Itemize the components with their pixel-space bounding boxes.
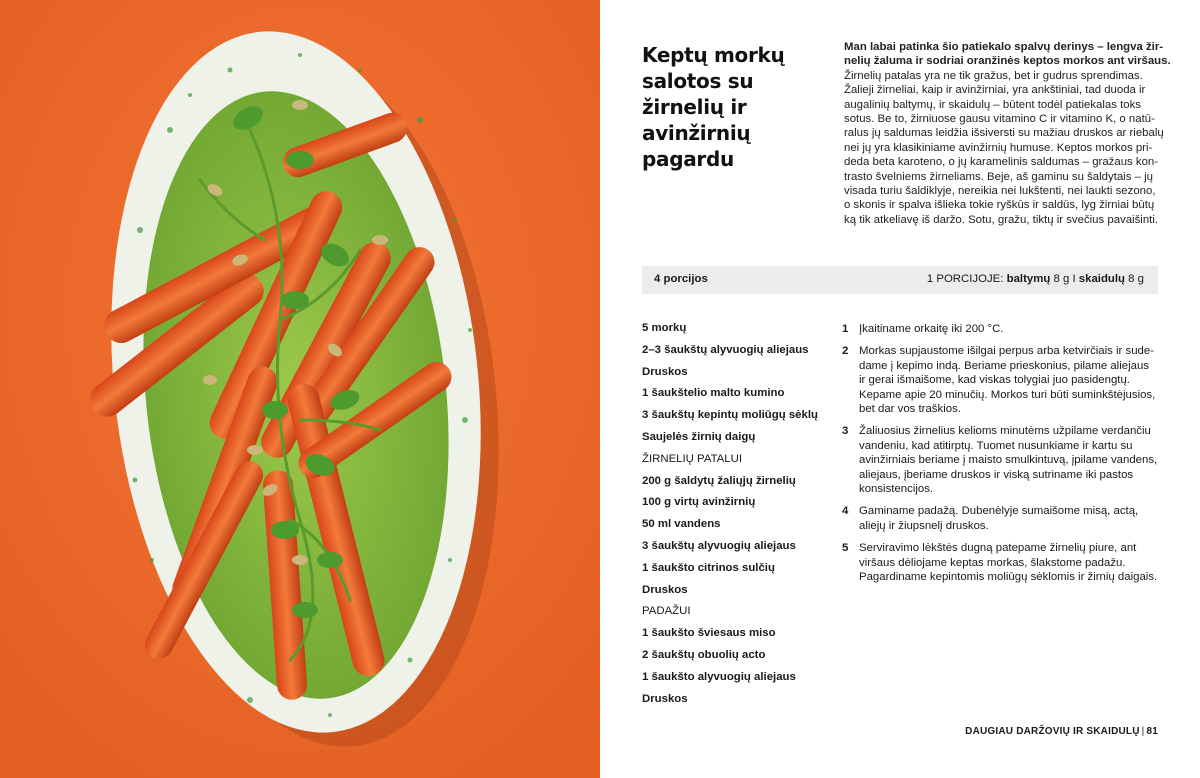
intro-body-line: trasto švelniems žirneliams. Beje, aš gaminu su šaldytais – jų <box>844 170 1153 183</box>
intro-body-line: nei jų yra klasikiniame avinžirnių humuse. Keptos morkos pri- <box>844 141 1153 154</box>
step-text-line: Morkas supjaustome išilgai perpus arba ketvirčiais ir sude- <box>859 345 1155 358</box>
title-line: salotos su <box>642 69 754 93</box>
nutrition-info <box>927 273 1144 285</box>
step-item <box>842 504 1162 533</box>
step-text-line: Pagardiname kepintomis moliūgų sėklomis ir žirnių daigais. <box>859 571 1158 584</box>
ingredient-item: 5 morkų <box>642 322 687 334</box>
protein-value: 8 g I <box>1050 273 1079 285</box>
fiber-value: 8 g <box>1125 273 1144 285</box>
steps-list <box>842 322 1162 593</box>
intro-lead <box>844 40 1171 69</box>
intro-body-line: visada turiu šaldiklyje, nereikia nei lukštenti, nei laukti sezono, <box>844 185 1156 198</box>
ingredient-item: 2–3 šaukštų alyvuogių aliejaus <box>642 343 809 356</box>
step-text-line: dame į kepimo indą. Beriame prieskonius, pilame aliejaus <box>859 359 1149 372</box>
ingredient-item: 200 g šaldytų žaliųjų žirnelių <box>642 474 796 487</box>
title-line: avinžirnių <box>642 121 751 145</box>
intro-body-line: sotus. Be to, žirniuose gausu vitamino C ir vitamino K, o natū- <box>844 113 1155 126</box>
ingredient-section-heading: ŽIRNELIŲ PATALUI <box>642 452 742 465</box>
intro-body-line: o skonis ir spalva išlieka tokie ryškūs ir saldūs, lyg žirniai būtų <box>844 199 1155 212</box>
step-text-line: Įkaitiname orkaitę iki 200 °C. <box>859 323 1004 335</box>
ingredient-item: Druskos <box>642 583 688 596</box>
servings-nutrition-band <box>642 266 1158 294</box>
ingredient-section-heading: PADAŽUI <box>642 605 691 618</box>
title-line: pagardu <box>642 147 734 171</box>
ingredient-item: 1 šaukšto alyvuogių aliejaus <box>642 670 796 683</box>
ingredient-item: 3 šaukštų kepintų moliūgų sėklų <box>642 409 818 422</box>
step-number: 3 <box>842 425 849 438</box>
footer-section: DAUGIAU DARŽOVIŲ IR SKAIDULŲ <box>965 726 1140 737</box>
step-text-line: Gaminame padažą. Dubenėlyje sumaišome misą, actą, <box>859 505 1139 518</box>
page-footer <box>965 726 1158 737</box>
ingredient-item: 3 šaukštų alyvuogių aliejaus <box>642 539 796 552</box>
intro-body-line: Žalieji žirneliai, kaip ir avinžirniai, yra ankštiniai, tad duoda ir <box>844 84 1146 97</box>
step-text-line: avinžirniais beriame į maisto smulkintuvą, įpilame vandens, <box>859 454 1158 467</box>
step-text-line: Kepame apie 20 minučių. Morkos turi būti suminkštėjusios, <box>859 388 1156 401</box>
protein-label: baltymų <box>1006 273 1051 285</box>
recipe-page <box>600 0 1200 778</box>
ingredients-list <box>642 318 842 710</box>
title-line: žirnelių ir <box>642 95 747 119</box>
step-text-line: vandeniu, kad atitirptų. Tuomet nusunkiame ir kartu su <box>859 439 1133 452</box>
step-number: 1 <box>842 323 849 335</box>
step-text-line: aliejaus, įberiame druskos ir viską sutriname iki pastos <box>859 468 1134 481</box>
intro-body <box>844 69 1162 227</box>
intro-body-line: Žirnelių patalas yra ne tik gražus, bet ir gudrus sprendimas. <box>844 69 1143 82</box>
step-text-line: aliejų ir žiupsnelį druskos. <box>859 519 989 532</box>
footer-separator: | <box>1141 726 1145 737</box>
step-text-line: Žaliuosius žirnelius kelioms minutėms užpilame verdančiu <box>859 425 1151 438</box>
ingredient-item: 100 g virtų avinžirnių <box>642 496 756 509</box>
ingredient-item: Saujelės žirnių daigų <box>642 430 756 443</box>
title-line: Keptų morkų <box>642 43 785 67</box>
ingredient-item: 2 šaukštų obuolių acto <box>642 648 766 661</box>
intro-lead-line: Man labai patinka šio patiekalo spalvų derinys – lengva žir- <box>844 41 1164 53</box>
ingredient-item: 1 šaukšto citrinos sulčių <box>642 561 775 574</box>
step-number: 2 <box>842 345 849 358</box>
intro-body-line: ralus jų saldumas leidžia išsiversti su mažiau druskos ar riebalų <box>844 127 1164 140</box>
intro-lead-line: nelių žaluma ir sodriai oranžinės keptos morkos ant viršaus. <box>844 55 1171 68</box>
step-item <box>842 424 1162 496</box>
page-number: 81 <box>1146 726 1158 737</box>
intro-body-line: deda beta karoteno, o jų karamelinis saldumas – gražaus kon- <box>844 156 1159 169</box>
ingredient-item: 50 ml vandens <box>642 518 721 531</box>
step-text-line: viršaus dėliojame keptas morkas, šlakstome padažu. <box>859 556 1126 569</box>
ingredient-item: Druskos <box>642 365 688 378</box>
ingredient-item: Druskos <box>642 692 688 705</box>
nutrition-prefix: 1 PORCIJOJE: <box>926 273 1007 285</box>
fiber-label: skaidulų <box>1078 273 1125 285</box>
recipe-title <box>642 42 822 172</box>
ingredient-item: 1 šaukštelio malto kumino <box>642 387 785 400</box>
ingredient-item: 1 šaukšto šviesaus miso <box>642 627 776 640</box>
intro-body-line: augalinių baltymų, ir skaidulų – būtent todėl patiekalas toks <box>844 98 1141 111</box>
step-item <box>842 541 1162 584</box>
servings-count: 4 porcijos <box>654 273 708 285</box>
step-number: 4 <box>842 505 849 518</box>
step-item <box>842 344 1162 416</box>
step-text-line: konsistencijos. <box>859 483 934 496</box>
step-text-line: ir gerai išmaišome, kad viskas tolygiai juo pasidengtų. <box>859 374 1130 387</box>
step-text-line: bet dar vos traškios. <box>859 403 961 416</box>
intro-body-line: ką tik atkeliavę iš daržo. Sotu, gražu, tiktų ir svečius pavaišinti. <box>844 213 1159 226</box>
step-number: 5 <box>842 542 849 555</box>
recipe-intro <box>844 40 1171 227</box>
step-item <box>842 322 1162 336</box>
step-text-line: Serviravimo lėkštės dugną patepame žirnelių piure, ant <box>859 542 1137 555</box>
